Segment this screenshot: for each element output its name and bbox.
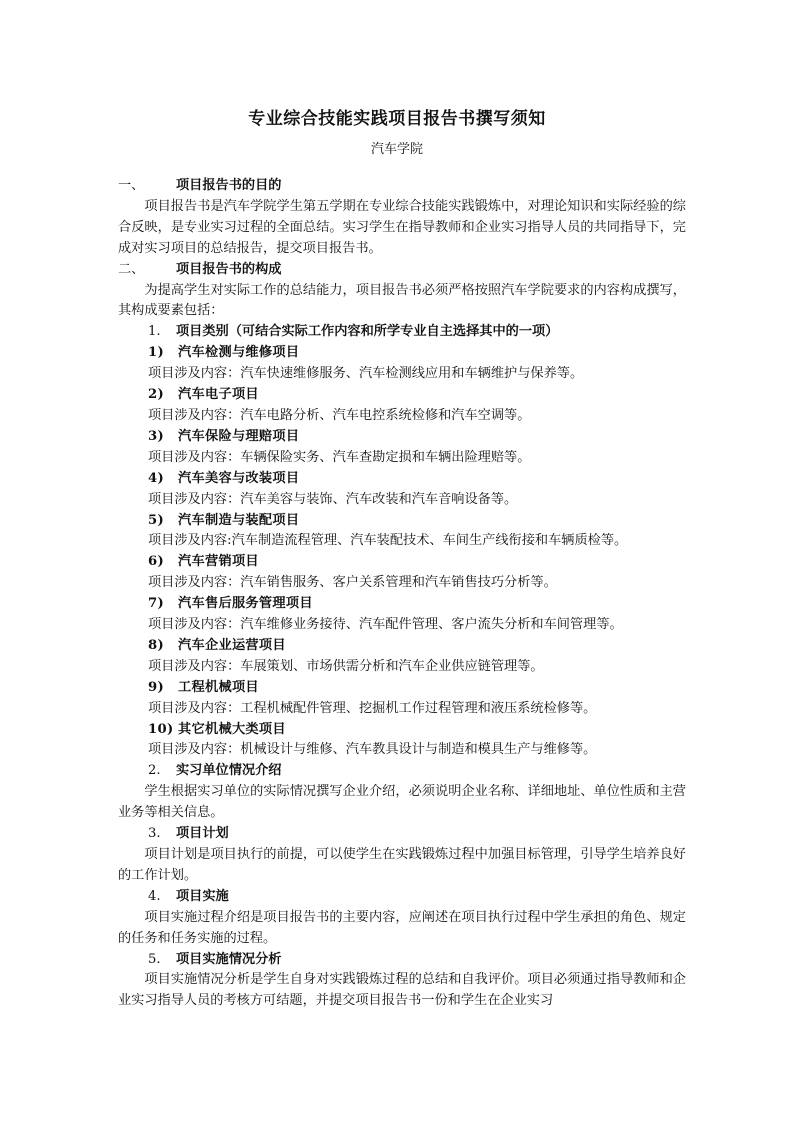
category-heading — [118, 720, 686, 741]
category-heading — [118, 594, 686, 615]
part-number: 5. — [148, 951, 161, 967]
section-title: 项目报告书的构成 — [176, 261, 282, 277]
category-name: 工程机械项目 — [178, 679, 259, 695]
document-body — [118, 176, 686, 1012]
category-number: 4) — [148, 470, 165, 486]
part-paragraph: 学生根据实习单位的实际情况撰写企业介绍，必须说明企业名称、详细地址、单位性质和主营业务等相关信息。 — [118, 784, 686, 821]
part-title: 项目实施情况分析 — [176, 951, 282, 967]
part-heading — [118, 950, 686, 971]
category-content: 项目涉及内容:汽车制造流程管理、汽车装配技术、车间生产线衔接和车辆质检等。 — [148, 533, 628, 549]
category-number: 7) — [148, 596, 165, 612]
part-paragraph: 项目实施情况分析是学生自身对实践锻炼过程的总结和自我评价。项目必须通过指导教师和企业实习指导人员的考核方可结题，并提交项目报告书一份和学生在企业实习 — [118, 972, 686, 1009]
category-content: 项目涉及内容：汽车维修业务接待、汽车配件管理、客户流失分析和车间管理等。 — [148, 617, 623, 633]
category-number: 5) — [148, 512, 165, 528]
category-number: 3) — [148, 428, 165, 444]
section-number: 二、 — [118, 261, 145, 277]
category-number: 9) — [148, 679, 165, 695]
part-number: 3. — [148, 826, 161, 842]
category-heading — [118, 469, 686, 490]
part-number: 1. — [148, 324, 161, 340]
category-content: 项目涉及内容：车辆保险实务、汽车查勘定损和车辆出险理赔等。 — [148, 449, 531, 465]
part-heading — [118, 761, 686, 782]
category-name: 汽车售后服务管理项目 — [178, 596, 313, 612]
category-heading — [118, 343, 686, 364]
category-name: 汽车电子项目 — [178, 387, 259, 403]
section-heading — [118, 176, 686, 197]
part-title: 实习单位情况介绍 — [176, 763, 282, 779]
section-title: 项目报告书的目的 — [176, 178, 282, 193]
category-content: 项目涉及内容：工程机械配件管理、挖掘机工作过程管理和液压系统检修等。 — [148, 700, 597, 716]
section-heading — [118, 260, 686, 281]
category-content: 项目涉及内容：汽车快速维修服务、汽车检测线应用和车辆维护与保养等。 — [148, 366, 584, 382]
category-number: 2) — [148, 387, 165, 403]
part-title: 项目类别（可结合实际工作内容和所学专业自主选择其中的一项） — [176, 324, 559, 340]
category-number: 6) — [148, 554, 165, 570]
category-name: 汽车企业运营项目 — [178, 637, 286, 653]
part-number: 4. — [148, 888, 161, 904]
category-content: 项目涉及内容：车展策划、市场供需分析和汽车企业供应链管理等。 — [148, 658, 544, 674]
category-name: 汽车制造与装配项目 — [178, 512, 300, 528]
part-title: 项目实施 — [176, 888, 229, 904]
document-subtitle: 汽车学院 — [370, 142, 423, 157]
category-heading — [118, 678, 686, 699]
part-heading — [118, 322, 686, 343]
section-number: 一、 — [118, 178, 145, 193]
part-paragraph: 项目计划是项目执行的前提，可以使学生在实践锻炼过程中加强目标管理，引导学生培养良好的工作计划。 — [118, 847, 686, 883]
category-name: 汽车保险与理赔项目 — [178, 428, 300, 444]
section-paragraph: 项目报告书是汽车学院学生第五学期在专业综合技能实践锻炼中，对理论知识和实际经验的综合反映，是专业实习过程的全面总结。实习学生在指导教师和企业实习指导人员的共同指导下，完成对实习项目的总结报告，提交项目报告书。 — [118, 198, 686, 256]
category-name: 其它机械大类项目 — [178, 721, 286, 737]
category-heading — [118, 385, 686, 406]
category-name: 汽车营销项目 — [178, 554, 259, 570]
part-heading — [118, 887, 686, 908]
part-title: 项目计划 — [176, 826, 229, 842]
category-heading — [118, 636, 686, 657]
category-content: 项目涉及内容：汽车美容与装饰、汽车改装和汽车音响设备等。 — [148, 491, 518, 507]
part-heading — [118, 824, 686, 845]
category-name: 汽车检测与维修项目 — [178, 345, 300, 361]
category-content: 项目涉及内容：机械设计与维修、汽车教具设计与制造和模具生产与维修等。 — [148, 742, 597, 758]
category-content: 项目涉及内容：汽车销售服务、客户关系管理和汽车销售技巧分析等。 — [148, 575, 557, 591]
part-paragraph: 项目实施过程介绍是项目报告书的主要内容，应阐述在项目执行过程中学生承担的角色、规定的任务和任务实施的过程。 — [118, 909, 686, 946]
category-number: 8) — [148, 637, 165, 653]
category-heading — [118, 427, 686, 448]
category-heading — [118, 511, 686, 532]
category-content: 项目涉及内容：汽车电路分析、汽车电控系统检修和汽车空调等。 — [148, 407, 531, 423]
category-name: 汽车美容与改装项目 — [178, 470, 300, 486]
category-number: 1) — [148, 345, 165, 361]
category-heading — [118, 552, 686, 573]
part-number: 2. — [148, 763, 161, 779]
section-paragraph: 为提高学生对实际工作的总结能力，项目报告书必须严格按照汽车学院要求的内容构成撰写，其构成要素包括： — [118, 282, 686, 319]
document-title: 专业综合技能实践项目报告书撰写须知 — [248, 109, 546, 129]
category-number: 10) — [148, 721, 174, 737]
